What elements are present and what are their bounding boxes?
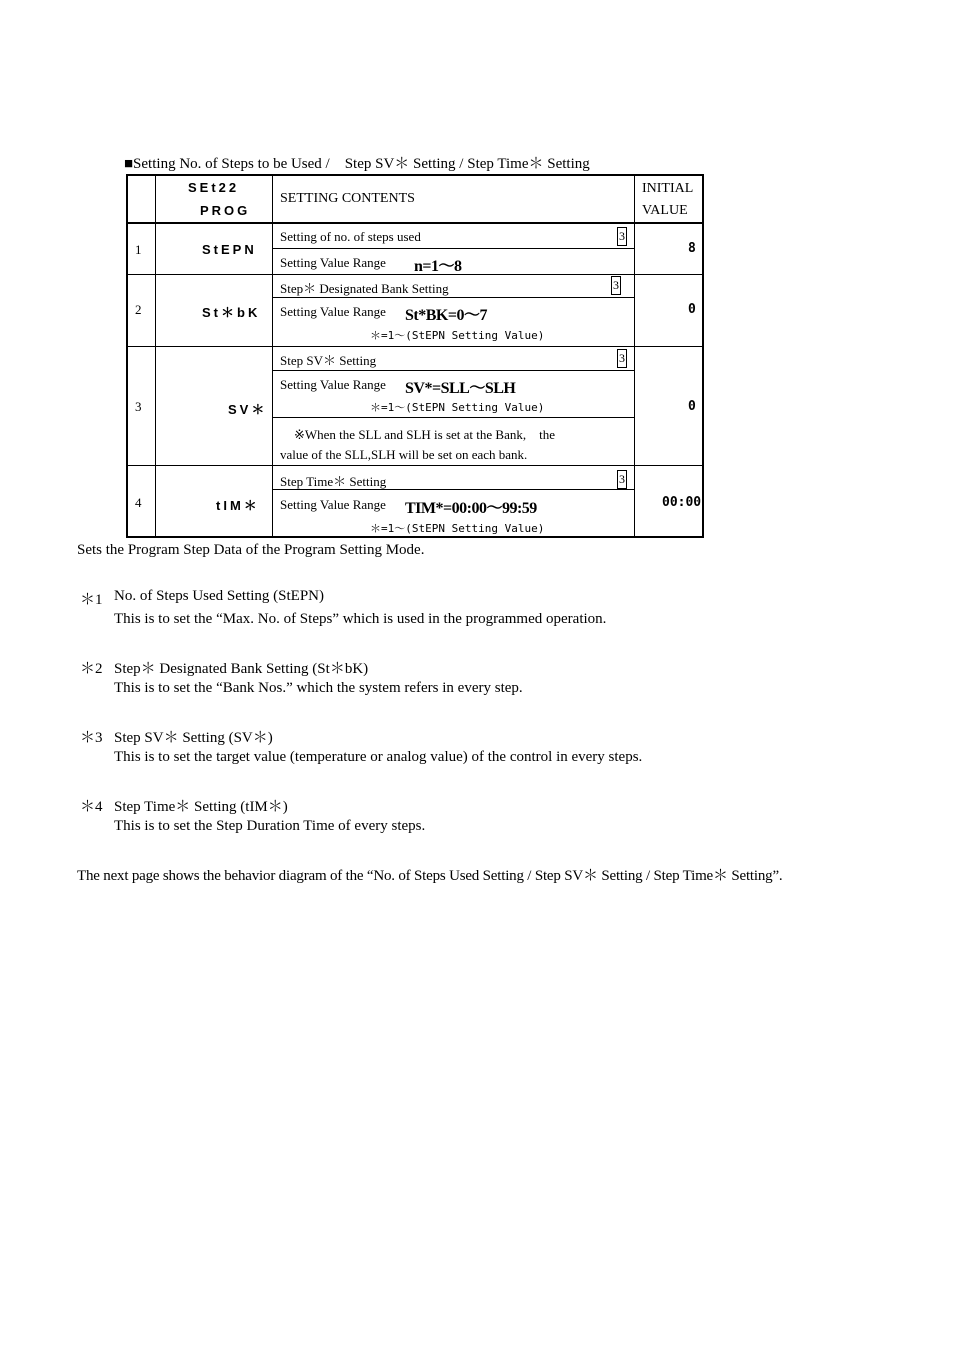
row-1-badge: 3	[617, 227, 627, 246]
note-4-title: Step Time＊ Setting (tIM＊)	[114, 799, 288, 815]
row-4-range-value: TIM*=00:00～99:59	[405, 500, 537, 517]
header-initial: INITIAL	[642, 181, 694, 196]
header-code-prog: PROG	[200, 203, 251, 218]
row-3-initial: 0	[688, 399, 696, 414]
row-3-remark-2: value of the SLL,SLH will be set on each bank.	[280, 447, 528, 462]
row-4-code: tIM＊	[216, 498, 260, 513]
row-2-badge: 3	[611, 276, 621, 295]
row-2-note: ＊=1～(StEPN Setting Value)	[370, 329, 545, 342]
row-4-range-label: Setting Value Range	[280, 497, 386, 512]
note-1-title: No. of Steps Used Setting (StEPN)	[114, 588, 324, 604]
note-2-desc: This is to set the “Bank Nos.” which the system refers in every step.	[114, 680, 523, 696]
row-4-title: Step Time＊ Setting	[280, 474, 387, 489]
intro-text: Sets the Program Step Data of the Program Setting Mode.	[77, 542, 425, 558]
row-2-title: Step＊ Designated Bank Setting	[280, 281, 449, 296]
note-3-desc: This is to set the target value (temperature or analog value) of the control in every steps.	[114, 749, 643, 765]
header-value: VALUE	[642, 203, 688, 218]
row-3-range-value: SV*=SLL～SLH	[405, 380, 516, 397]
row-1-number: 1	[135, 242, 142, 257]
row-3-range-label: Setting Value Range	[280, 377, 386, 392]
footer-text: The next page shows the behavior diagram of the “No. of Steps Used Setting / Step SV＊ Setting / Step Time＊ Setting”.	[77, 868, 783, 884]
row-3-badge: 3	[617, 349, 627, 368]
row-4-number: 4	[135, 495, 142, 510]
row-1-code: StEPN	[202, 242, 257, 257]
note-1-mark: ＊1	[80, 592, 103, 608]
settings-table	[126, 174, 704, 538]
row-4-note: ＊=1～(StEPN Setting Value)	[370, 522, 545, 535]
row-2-range-value: St*BK=0～7	[405, 307, 487, 324]
row-2-code: St＊bK	[202, 305, 261, 320]
row-3-remark-1: ※When the SLL and SLH is set at the Bank, the	[294, 427, 555, 442]
header-code-set: SEt22	[188, 180, 240, 195]
row-1-range-label: Setting Value Range	[280, 255, 386, 270]
row-3-code: SV＊	[228, 402, 268, 417]
section-heading: ■Setting No. of Steps to be Used / Step SV＊ Setting / Step Time＊ Setting	[124, 156, 590, 172]
row-1-title: Setting of no. of steps used	[280, 229, 421, 244]
row-3-number: 3	[135, 399, 142, 414]
row-4-badge: 3	[617, 470, 627, 489]
row-2-number: 2	[135, 302, 142, 317]
header-contents: SETTING CONTENTS	[280, 191, 415, 206]
row-2-initial: 0	[688, 302, 696, 317]
note-3-title: Step SV＊ Setting (SV＊)	[114, 730, 273, 746]
note-2-title: Step＊ Designated Bank Setting (St＊bK)	[114, 661, 369, 677]
row-3-title: Step SV＊ Setting	[280, 353, 377, 368]
row-1-range-value: n=1～8	[414, 258, 462, 275]
row-4-initial: 00:00	[662, 495, 702, 510]
note-2-mark: ＊2	[80, 661, 103, 677]
note-1-desc: This is to set the “Max. No. of Steps” which is used in the programmed operation.	[114, 611, 607, 627]
row-1-initial: 8	[688, 241, 696, 256]
row-2-range-label: Setting Value Range	[280, 304, 386, 319]
note-4-desc: This is to set the Step Duration Time of every steps.	[114, 818, 426, 834]
note-4-mark: ＊4	[80, 799, 103, 815]
row-3-note: ＊=1～(StEPN Setting Value)	[370, 401, 545, 414]
note-3-mark: ＊3	[80, 730, 103, 746]
